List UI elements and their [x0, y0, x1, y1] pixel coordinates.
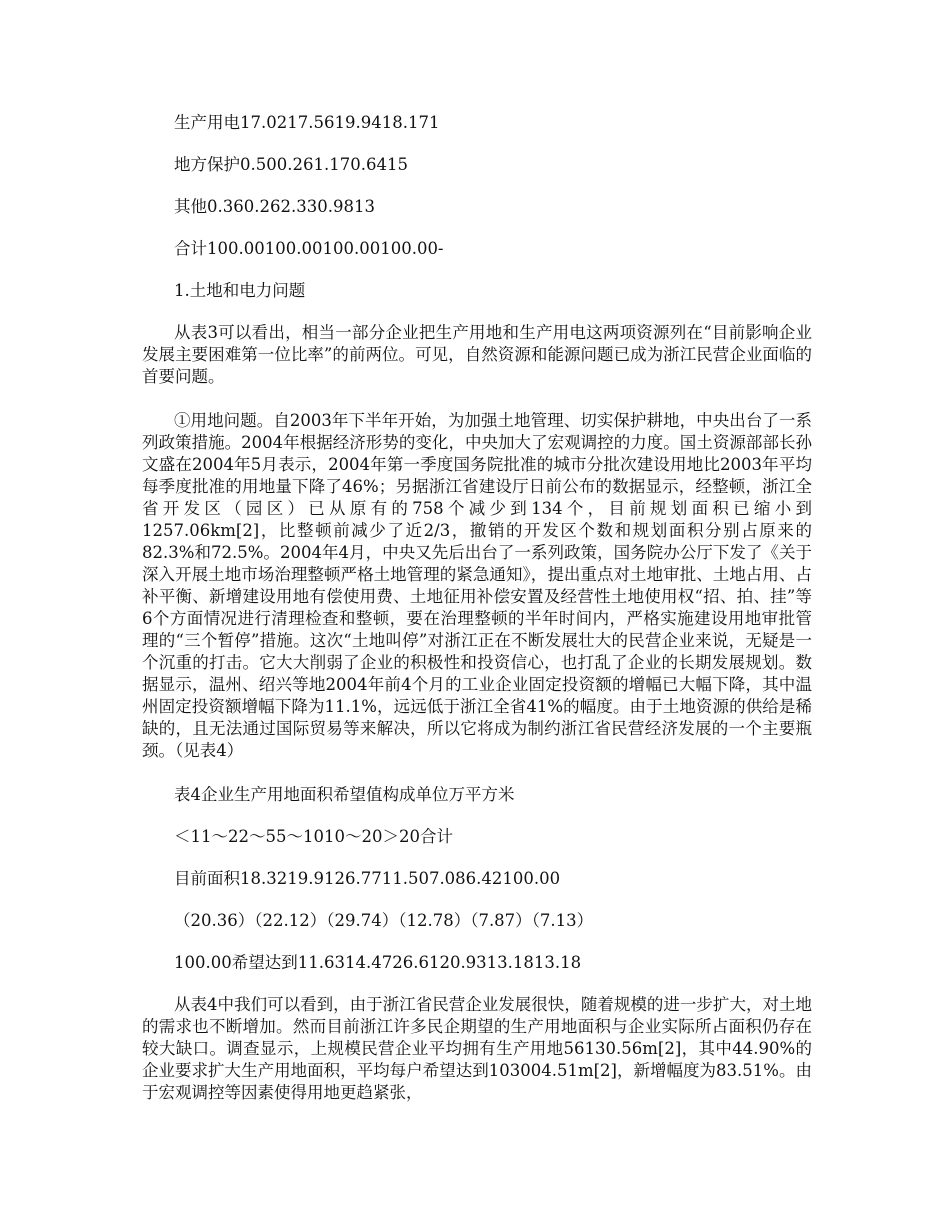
paragraph-2: ①用地问题。自2003年下半年开始，为加强土地管理、切实保护耕地，中央出台了一系列政策措施。2004年根据经济形势的变化，中央加大了宏观调控的力度。国土资源部部长孙文盛在2004年5月表示，2004年第一季度国务院批准的城市分批次建设用地比2003年平均每季度批准的用地量下降了46%；另据浙江省建设厅日前公布的数据显示，经整顿，浙江全省开发区（园区）已从原有的758个减少到134个，目前规划面积已缩小到1257.06km[2]，比整顿前减少了近2/3，撤销的开发区个数和规划面积分别占原来的82.3%和72.5%。2004年4月，中央又先后出台了一系列政策，国务院办公厅下发了《关于深入开展土地市场治理整顿严格土地管理的紧急通知》，提出重点对土地审批、土地占用、占补平衡、新增建设用地有偿使用费、土地征用补偿安置及经营性土地使用权“招、拍、挂”等6个方面情况进行清理检查和整顿，要在治理整顿的半年时间内，严格实施建设用地审批管理的“三个暂停”措施。这次“土地叫停”对浙江正在不断发展壮大的民营企业来说，无疑是一个沉重的打击。它大大削弱了企业的积极性和投资信心，也打乱了企业的长期发展规划。数据显示，温州、绍兴等地2004年前4个月的工业企业固定投资额的增幅已大幅下降，其中温州固定投资额增幅下降为11.1%，远远低于浙江全省41%的幅度。由于土地资源的供给是稀缺的，且无法通过国际贸易等来解决，所以它将成为制约浙江省民营经济发展的一个主要瓶颈。（见表4）: [142, 411, 812, 760]
paragraph-1: 从表3可以看出，相当一部分企业把生产用地和生产用电这两项资源列在“目前影响企业发展主要困难第一位比率”的前两位。可见，自然资源和能源问题已成为浙江民营企业面临的首要问题。: [142, 323, 812, 386]
table3-row-total: 合计100.00100.00100.00100.00-: [174, 239, 444, 258]
table4-header: ＜11～22～55～1010～20＞20合计: [174, 827, 453, 846]
document-page: [142, 112, 812, 1104]
table4-row-current: 目前面积18.3219.9126.7711.507.086.42100.00: [174, 869, 561, 888]
table4-row-hope: 100.00希望达到11.6314.4726.6120.9313.1813.18: [174, 953, 582, 972]
table4-row-percent: （20.36）（22.12）（29.74）（12.78）（7.87）（7.13）: [174, 911, 594, 930]
table3-row-electricity: 生产用电17.0217.5619.9418.171: [174, 113, 440, 132]
paragraph-3: 从表4中我们可以看到，由于浙江省民营企业发展很快，随着规模的进一步扩大，对土地的需求也不断增加。然而目前浙江许多民企期望的生产用地面积与企业实际所占面积仍存在较大缺口。调查显示，上规模民营企业平均拥有生产用地56130.56m[2]，其中44.90%的企业要求扩大生产用地面积，平均每户希望达到103004.51m[2]，新增幅度为83.51%。由于宏观调控等因素使得用地更趋紧张，: [142, 995, 812, 1102]
table3-row-local-protection: 地方保护0.500.261.170.6415: [174, 155, 408, 174]
table4-caption: 表4企业生产用地面积希望值构成单位万平方米: [174, 785, 515, 804]
section-heading: 1.土地和电力问题: [174, 281, 306, 300]
table3-row-other: 其他0.360.262.330.9813: [174, 197, 375, 216]
